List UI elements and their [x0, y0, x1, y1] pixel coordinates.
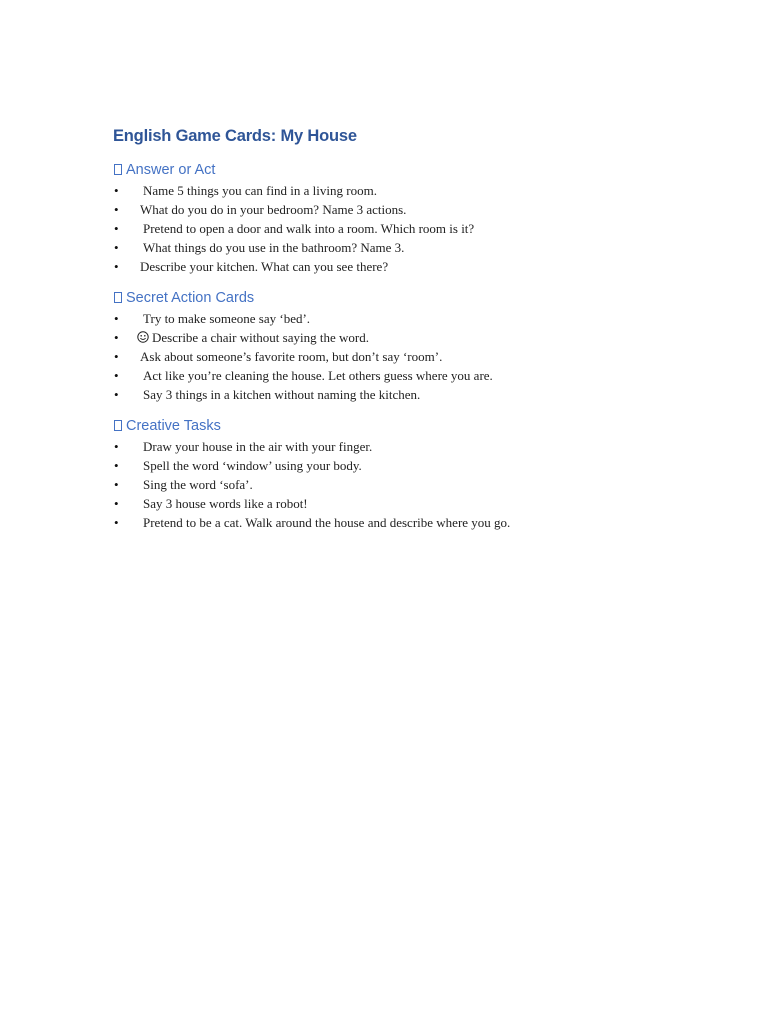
- list-item: [113, 513, 713, 532]
- bullet-icon: •: [114, 368, 119, 383]
- bullet-icon: •: [114, 349, 119, 364]
- list-item-text: Say 3 things in a kitchen without naming the kitchen.: [143, 387, 421, 402]
- list-item-text: Try to make someone say ‘bed’.: [143, 311, 311, 326]
- bullet-icon: •: [114, 259, 119, 274]
- section-answer-or-act: [113, 161, 713, 276]
- list-item: [113, 257, 713, 276]
- bullet-icon: •: [114, 387, 119, 402]
- bullet-list: [113, 309, 713, 404]
- list-item: [113, 366, 713, 385]
- list-item-text: Name 5 things you can find in a living room.: [143, 183, 377, 198]
- list-item: [113, 494, 713, 513]
- list-item-text: Describe your kitchen. What can you see there?: [140, 259, 389, 274]
- list-item: [113, 385, 713, 404]
- bullet-icon: •: [114, 221, 119, 236]
- list-item: [113, 309, 713, 328]
- list-item: [113, 238, 713, 257]
- bullet-list: [113, 437, 713, 532]
- list-item: [113, 328, 713, 347]
- list-item: [113, 219, 713, 238]
- section-heading: [113, 289, 713, 308]
- bullet-icon: •: [114, 183, 119, 198]
- bullet-icon: •: [114, 202, 119, 217]
- section-heading-text: Secret Action Cards: [126, 290, 255, 306]
- list-item-text: Say 3 house words like a robot!: [143, 496, 308, 511]
- list-item-text: Pretend to open a door and walk into a room. Which room is it?: [143, 221, 475, 236]
- bullet-icon: •: [114, 515, 119, 530]
- smiley-face-icon: [137, 331, 149, 343]
- missing-glyph-icon: [114, 420, 122, 431]
- document-title: English Game Cards: My House: [113, 127, 357, 145]
- bullet-icon: •: [114, 458, 119, 473]
- bullet-icon: •: [114, 240, 119, 255]
- list-item: [113, 181, 713, 200]
- list-item-text: Spell the word ‘window’ using your body.: [143, 458, 362, 473]
- section-heading-text: Answer or Act: [126, 162, 216, 178]
- bullet-icon: •: [114, 477, 119, 492]
- section-heading-text: Creative Tasks: [126, 418, 221, 434]
- list-item: [113, 437, 713, 456]
- list-item-text: What do you do in your bedroom? Name 3 actions.: [140, 202, 407, 217]
- section-heading: [113, 161, 713, 180]
- section-heading: [113, 417, 713, 436]
- section-secret-action-cards: [113, 289, 713, 404]
- list-item-text: What things do you use in the bathroom? Name 3.: [143, 240, 405, 255]
- document-body: [113, 125, 713, 545]
- bullet-list: [113, 181, 713, 276]
- bullet-icon: •: [114, 496, 119, 511]
- list-item-text: Describe a chair without saying the word.: [152, 330, 369, 345]
- missing-glyph-icon: [114, 164, 122, 175]
- list-item: [113, 347, 713, 366]
- list-item-text: Act like you’re cleaning the house. Let others guess where you are.: [143, 368, 493, 383]
- list-item: [113, 200, 713, 219]
- list-item: [113, 456, 713, 475]
- bullet-icon: •: [114, 439, 119, 454]
- bullet-icon: •: [114, 311, 119, 326]
- list-item-text: Ask about someone’s favorite room, but don’t say ‘room’.: [140, 349, 443, 364]
- list-item-text: Sing the word ‘sofa’.: [143, 477, 253, 492]
- list-item-text: Draw your house in the air with your finger.: [143, 439, 373, 454]
- section-creative-tasks: [113, 417, 713, 532]
- list-item: [113, 475, 713, 494]
- list-item-text: Pretend to be a cat. Walk around the house and describe where you go.: [143, 515, 511, 530]
- missing-glyph-icon: [114, 292, 122, 303]
- bullet-icon: •: [114, 330, 119, 345]
